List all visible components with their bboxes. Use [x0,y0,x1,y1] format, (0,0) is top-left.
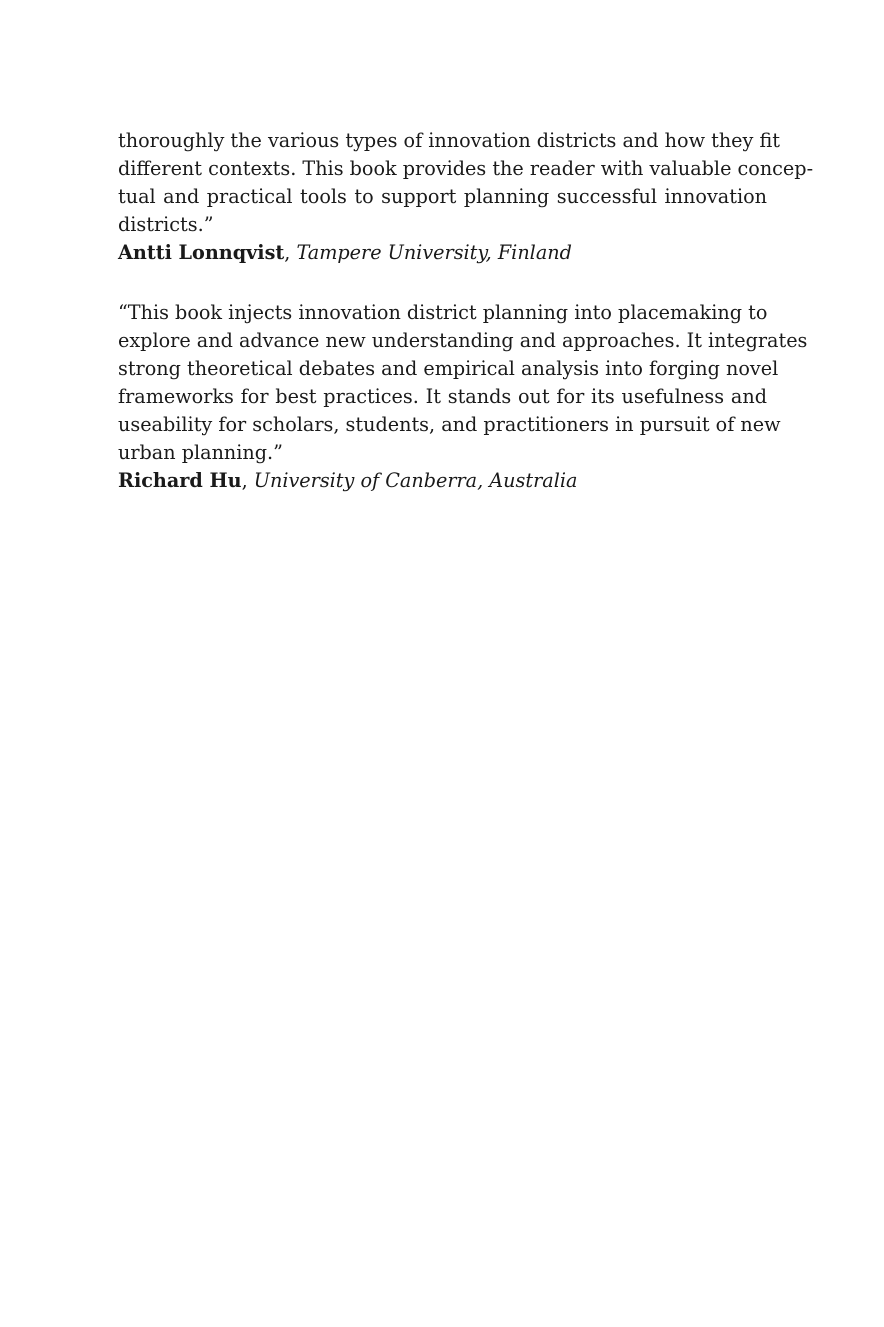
author-affiliation: University of Canberra, Australia [253,469,578,492]
quote-line: frameworks for best practices. It stands out for its usefulness and [118,385,767,408]
author-name: Richard Hu [118,469,242,492]
quote-line: “This book injects innovation district planning into placemaking to [118,301,768,324]
endorsement-quote [118,299,808,495]
author-affiliation: Tampere University, Finland [296,241,572,264]
attribution-separator: , [241,469,254,492]
quote-line: urban planning.” [118,441,283,464]
quote-line: thoroughly the various types of innovation districts and how they fit [118,129,780,152]
attribution-separator: , [284,241,297,264]
quote-line: strong theoretical debates and empirical analysis into forging novel [118,357,779,380]
quote-line: districts.” [118,213,214,236]
author-name: Antti Lonnqvist [118,241,285,264]
endorsement-quote [118,127,814,267]
quote-line: useability for scholars, students, and practitioners in pursuit of new [118,413,781,436]
quote-line: tual and practical tools to support planning successful innovation [118,185,767,208]
quote-line: explore and advance new understanding and approaches. It integrates [118,329,808,352]
quote-line: different contexts. This book provides the reader with valuable concep- [118,157,814,180]
endorsement-attribution [118,467,767,495]
endorsement-attribution [118,239,767,267]
